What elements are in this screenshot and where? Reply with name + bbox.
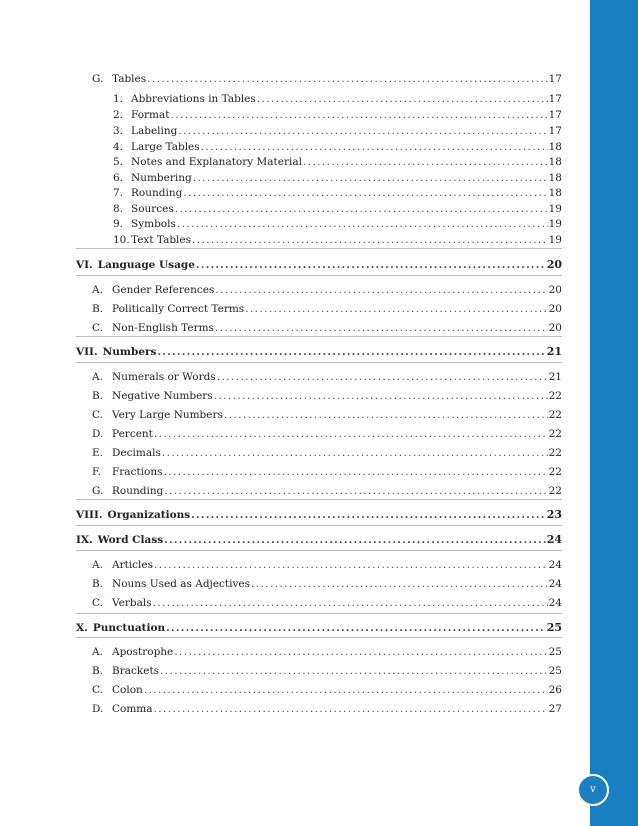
toc-entry-number: G. — [92, 485, 104, 497]
toc-page-number: 22 — [548, 485, 562, 497]
toc-entry-number: F. — [92, 466, 101, 478]
toc-entry-title: Language Usage — [97, 259, 195, 271]
toc-entry[interactable] — [92, 664, 562, 678]
toc-entry-number: X. — [76, 622, 88, 634]
toc-entry-number: VII. — [76, 346, 98, 358]
toc-entry-number: C. — [92, 409, 103, 421]
toc-page-number: 20 — [546, 258, 562, 271]
toc-section-entry[interactable] — [76, 345, 562, 359]
toc-entry-title: Notes and Explanatory Material — [131, 156, 302, 168]
section-divider — [76, 275, 562, 276]
toc-page-number: 22 — [548, 447, 562, 459]
toc-section-entry[interactable] — [76, 258, 562, 272]
toc-section-entry[interactable] — [76, 508, 562, 522]
leader-dots — [183, 186, 547, 200]
leader-dots — [196, 258, 546, 272]
toc-page-number: 22 — [548, 409, 562, 421]
leader-dots — [257, 92, 548, 106]
toc-entry[interactable] — [113, 124, 562, 138]
section-divider — [76, 248, 562, 249]
toc-entry-title: Labeling — [131, 125, 178, 137]
toc-entry-title: Organizations — [107, 509, 191, 521]
toc-entry-label — [92, 596, 152, 610]
toc-entry[interactable] — [92, 577, 562, 591]
toc-page-number: 24 — [548, 578, 562, 590]
leader-dots — [251, 577, 548, 591]
toc-entry[interactable] — [92, 370, 562, 384]
toc-entry-number: VIII. — [76, 509, 103, 521]
toc-page-number: 19 — [548, 234, 562, 246]
toc-page-number: 22 — [548, 390, 562, 402]
toc-entry-number: A. — [92, 284, 103, 296]
toc-page-number: 27 — [548, 703, 562, 715]
toc-entry-number: 5. — [113, 156, 124, 168]
leader-dots — [192, 233, 548, 247]
leader-dots — [178, 124, 547, 138]
toc-entry-title: Text Tables — [131, 234, 192, 246]
toc-page-number: 25 — [546, 621, 562, 634]
toc-entry-label — [92, 484, 163, 498]
leader-dots — [193, 171, 548, 185]
toc-entry-label — [92, 389, 213, 403]
toc-entry-label — [76, 621, 165, 635]
toc-entry-title: Word Class — [97, 534, 164, 546]
leader-dots — [166, 621, 546, 635]
toc-entry[interactable] — [113, 140, 562, 154]
toc-entry-title: Articles — [112, 559, 154, 571]
leader-dots — [164, 484, 547, 498]
toc-page-number: 22 — [548, 466, 562, 478]
leader-dots — [171, 108, 548, 122]
toc-page-number: 17 — [548, 73, 562, 85]
toc-entry-title: Format — [131, 109, 170, 121]
toc-entry-title: Tables — [112, 73, 147, 85]
toc-entry[interactable] — [113, 186, 562, 200]
toc-entry-number: A. — [92, 646, 103, 658]
toc-entry[interactable] — [92, 465, 562, 479]
toc-entry-number: 9. — [113, 218, 124, 230]
leader-dots — [174, 645, 547, 659]
leader-dots — [164, 465, 548, 479]
toc-entry-label — [113, 217, 176, 231]
leader-dots — [160, 664, 548, 678]
leader-dots — [245, 302, 547, 316]
leader-dots — [201, 140, 548, 154]
toc-entry-title: Large Tables — [131, 141, 200, 153]
toc-entry-number: B. — [92, 303, 104, 315]
toc-entry-number: C. — [92, 322, 103, 334]
leader-dots — [164, 533, 546, 547]
toc-entry[interactable] — [92, 596, 562, 610]
leader-dots — [154, 558, 548, 572]
toc-entry[interactable] — [92, 389, 562, 403]
toc-entry-label — [113, 233, 191, 247]
toc-entry-title: Symbols — [131, 218, 176, 230]
toc-entry-label — [92, 702, 153, 716]
toc-entry-number: A. — [92, 371, 103, 383]
toc-entry-label — [92, 446, 161, 460]
toc-entry[interactable] — [92, 683, 562, 697]
toc-entry-number: 1. — [113, 93, 124, 105]
toc-entry-number: G. — [92, 73, 104, 85]
toc-entry-title: Percent — [112, 428, 153, 440]
leader-dots — [215, 283, 547, 297]
toc-page-number: 23 — [546, 508, 562, 521]
toc-entry[interactable] — [113, 171, 562, 185]
leader-dots — [191, 508, 546, 522]
toc-entry-title: Sources — [131, 203, 174, 215]
toc-entry-number: 4. — [113, 141, 124, 153]
leader-dots — [177, 217, 548, 231]
section-divider — [76, 550, 562, 551]
toc-page-number: 18 — [548, 172, 562, 184]
toc-entry[interactable] — [92, 321, 562, 335]
toc-entry-number: 7. — [113, 187, 124, 199]
toc-page-number: 19 — [548, 218, 562, 230]
section-divider — [76, 637, 562, 638]
toc-entry-title: Abbreviations in Tables — [131, 93, 256, 105]
toc-entry-label — [113, 124, 177, 138]
toc-entry-label — [92, 558, 153, 572]
toc-entry-label — [92, 577, 250, 591]
toc-entry-number: B. — [92, 390, 104, 402]
toc-entry-label — [113, 155, 302, 169]
toc-entry[interactable] — [92, 72, 562, 86]
toc-entry-title: Colon — [112, 684, 143, 696]
toc-entry-label — [92, 427, 153, 441]
toc-entry-title: Gender References — [112, 284, 215, 296]
leader-dots — [147, 72, 547, 86]
toc-entry-title: Apostrophe — [112, 646, 174, 658]
toc-entry-number: 3. — [113, 125, 124, 137]
toc-entry-title: Rounding — [131, 187, 183, 199]
toc-entry-label — [92, 683, 143, 697]
leader-dots — [215, 321, 548, 335]
toc-entry-number: D. — [92, 703, 104, 715]
toc-entry-number: 2. — [113, 109, 124, 121]
leader-dots — [162, 446, 548, 460]
page-number-badge: v — [577, 774, 609, 806]
section-divider — [76, 613, 562, 614]
toc-entry-number: 6. — [113, 172, 124, 184]
toc-page-number: 26 — [548, 684, 562, 696]
toc-entry-title: Decimals — [112, 447, 161, 459]
toc-entry-title: Fractions — [112, 466, 163, 478]
toc-page-number: 18 — [548, 141, 562, 153]
toc-entry-label — [113, 140, 200, 154]
toc-entry-title: Numbers — [102, 346, 157, 358]
toc-page-number: 18 — [548, 187, 562, 199]
toc-entry[interactable] — [113, 92, 562, 106]
leader-dots — [153, 596, 548, 610]
toc-page-number: 25 — [548, 665, 562, 677]
section-divider — [76, 362, 562, 363]
toc-page-number: 20 — [548, 322, 562, 334]
toc-entry-number: A. — [92, 559, 103, 571]
toc-page-number: 18 — [548, 156, 562, 168]
leader-dots — [157, 345, 545, 359]
toc-page-number: 24 — [548, 559, 562, 571]
toc-entry-number: C. — [92, 684, 103, 696]
toc-section-entry[interactable] — [76, 621, 562, 635]
leader-dots — [175, 202, 548, 216]
toc-entry-title: Rounding — [112, 485, 164, 497]
toc-page-number: 17 — [548, 125, 562, 137]
toc-entry-number: B. — [92, 665, 104, 677]
toc-entry-label — [92, 370, 216, 384]
toc-entry-label — [76, 508, 190, 522]
toc-entry-number: D. — [92, 428, 104, 440]
toc-entry-label — [92, 408, 223, 422]
toc-entry-label — [113, 108, 170, 122]
toc-entry-number: 8. — [113, 203, 124, 215]
leader-dots — [144, 683, 548, 697]
toc-entry[interactable] — [92, 427, 562, 441]
toc-entry-number: C. — [92, 597, 103, 609]
toc-entry-label — [92, 72, 146, 86]
toc-entry[interactable] — [92, 484, 562, 498]
toc-entry[interactable] — [92, 408, 562, 422]
toc-page-number: 22 — [548, 428, 562, 440]
toc-page-number: 20 — [548, 284, 562, 296]
toc-entry[interactable] — [113, 155, 562, 169]
toc-entry[interactable] — [92, 446, 562, 460]
toc-entry-title: Non-English Terms — [112, 322, 214, 334]
leader-dots — [154, 427, 548, 441]
toc-page-number: 25 — [548, 646, 562, 658]
toc-entry-label — [92, 321, 214, 335]
side-color-band — [590, 0, 638, 826]
toc-entry[interactable] — [113, 108, 562, 122]
toc-entry-title: Politically Correct Terms — [112, 303, 245, 315]
leader-dots — [224, 408, 548, 422]
toc-entry-title: Negative Numbers — [112, 390, 213, 402]
toc-entry[interactable] — [92, 702, 562, 716]
toc-entry[interactable] — [113, 233, 562, 247]
toc-entry[interactable] — [113, 217, 562, 231]
toc-page-number: 17 — [548, 93, 562, 105]
toc-entry-label — [113, 186, 182, 200]
toc-entry-label — [92, 302, 244, 316]
toc-entry[interactable] — [113, 202, 562, 216]
toc-entry[interactable] — [92, 302, 562, 316]
toc-entry-number: VI. — [76, 259, 93, 271]
toc-entry-title: Nouns Used as Adjectives — [112, 578, 251, 590]
toc-entry-label — [92, 465, 163, 479]
toc-entry-title: Numbering — [131, 172, 192, 184]
toc-entry-title: Verbals — [112, 597, 152, 609]
toc-entry-label — [92, 283, 214, 297]
leader-dots — [303, 155, 548, 169]
toc-entry-number: 10. — [113, 234, 130, 246]
toc-entry-title: Comma — [112, 703, 153, 715]
toc-page-number: 17 — [548, 109, 562, 121]
toc-entry[interactable] — [92, 558, 562, 572]
toc-entry-title: Brackets — [112, 665, 160, 677]
toc-entry-label — [92, 645, 173, 659]
leader-dots — [217, 370, 548, 384]
toc-entry-number: IX. — [76, 534, 93, 546]
leader-dots — [214, 389, 548, 403]
toc-entry-title: Numerals or Words — [112, 371, 216, 383]
toc-entry[interactable] — [92, 283, 562, 297]
toc-entry-label — [76, 258, 195, 272]
toc-entry-label — [113, 92, 256, 106]
toc-page-number: 24 — [548, 597, 562, 609]
toc-entry-label — [113, 202, 174, 216]
section-divider — [76, 525, 562, 526]
toc-entry-label — [92, 664, 159, 678]
toc-entry-title: Very Large Numbers — [112, 409, 223, 421]
section-divider — [76, 336, 562, 337]
leader-dots — [154, 702, 548, 716]
toc-page-number: 24 — [546, 533, 562, 546]
toc-entry-label — [113, 171, 192, 185]
toc-section-entry[interactable] — [76, 533, 562, 547]
toc-entry-number: B. — [92, 578, 104, 590]
toc-entry-label — [76, 533, 163, 547]
toc-page-number: 21 — [548, 371, 562, 383]
toc-entry-title: Punctuation — [92, 622, 166, 634]
toc-entry-label — [76, 345, 156, 359]
toc-entry[interactable] — [92, 645, 562, 659]
toc-page-number: 21 — [546, 345, 562, 358]
toc-page-number: 20 — [548, 303, 562, 315]
toc-entry-number: E. — [92, 447, 104, 459]
toc-page-number: 19 — [548, 203, 562, 215]
section-divider — [76, 499, 562, 500]
